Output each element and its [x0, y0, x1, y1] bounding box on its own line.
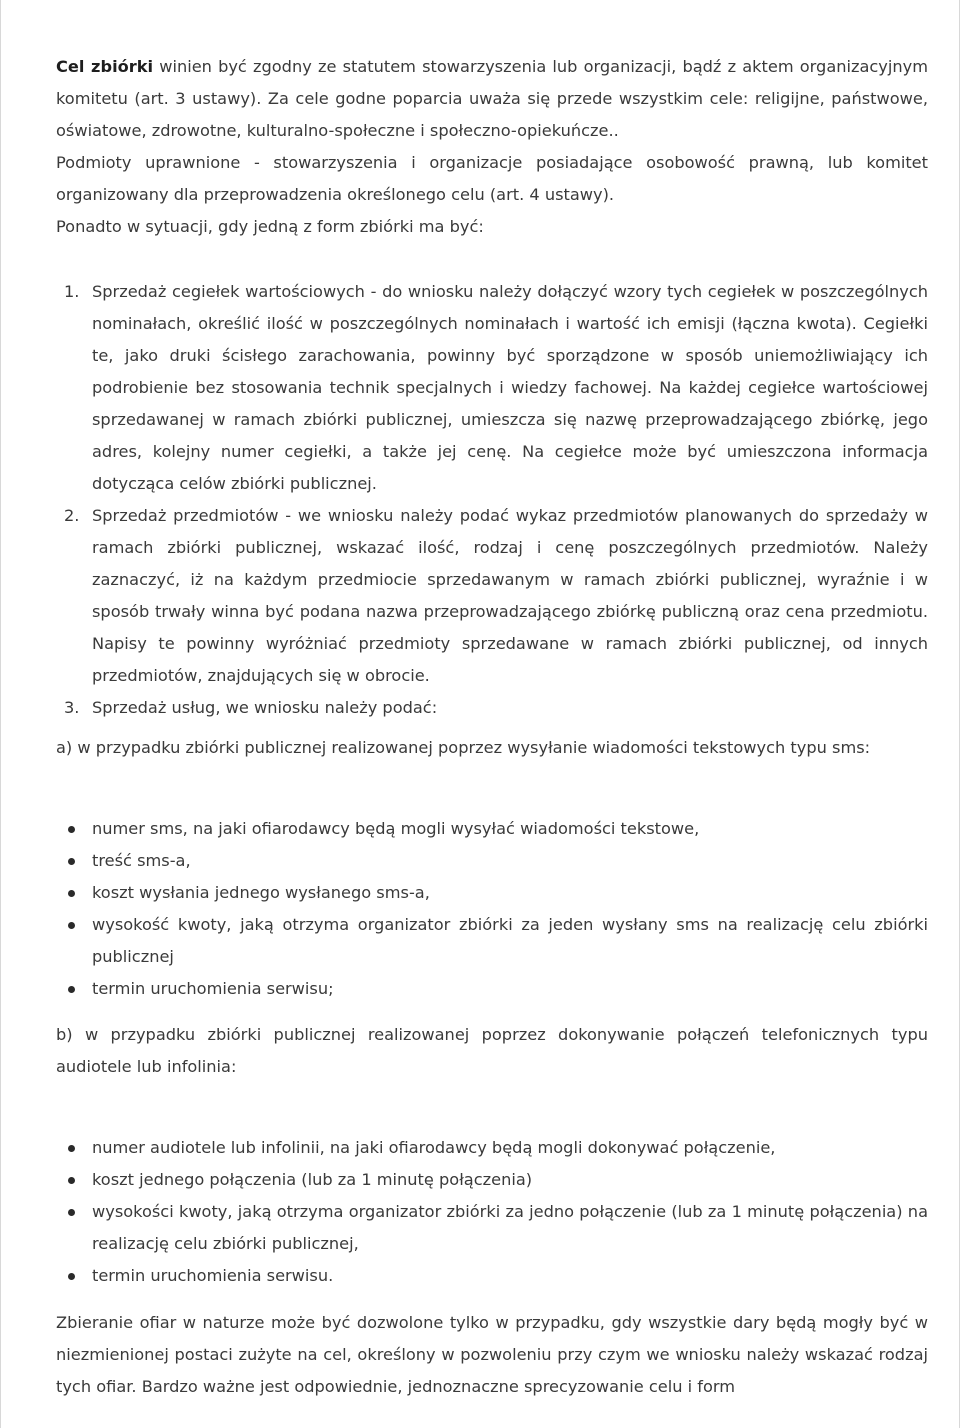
sms-bullet-list — [56, 813, 928, 1005]
intro-text: winien być zgodny ze statutem stowarzyszenia lub organizacji, bądź z aktem organizacyjnym komitetu (art. 3 ustawy). Za cele godne poparcia uważa się przede wszystkim cele: religijne, państwowe, oświatowe, zdrowotne, kulturalno-społeczne i społeczno-opiekuńcze.. — [56, 57, 928, 140]
ordered-list — [56, 276, 928, 724]
list-item-text: termin uruchomienia serwisu; — [92, 979, 334, 998]
intro-bold-lead: Cel zbiórki — [56, 57, 154, 76]
list-item-number: 1. — [64, 282, 80, 301]
list-item-text: koszt jednego połączenia (lub za 1 minutę połączenia) — [92, 1170, 533, 1189]
list-item-text: Sprzedaż przedmiotów - we wniosku należy podać wykaz przedmiotów planowanych do sprzedaży w ramach zbiórki publicznej, wskazać ilość, rodzaj i cenę poszczególnych przedmiotów. Należy zaznaczyć, iż na każdym przedmiocie sprzedawanym w ramach zbiórki publicznej, wyraźnie i w sposób trwały winna być podana nazwa przeprowadzającego zbiórkę publiczną oraz cena przedmiotu. Napisy te powinny wyróżniać przedmioty sprzedawane w ramach zbiórki publicznej, od innych przedmiotów, znajdujących się w obrocie. — [92, 506, 928, 685]
list-item — [56, 909, 928, 973]
list-item-text: koszt wysłania jednego wysłanego sms-a, — [92, 883, 430, 902]
list-item — [56, 1132, 928, 1164]
list-item-text: wysokości kwoty, jaką otrzyma organizator zbiórki za jedno połączenie (lub za 1 minutę połączenia) na realizację celu zbiórki publicznej, — [92, 1202, 928, 1253]
list-item — [56, 1260, 928, 1292]
intro-paragraph — [56, 51, 928, 147]
bullet-icon — [68, 826, 75, 833]
bullet-icon — [68, 1177, 75, 1184]
list-item — [56, 813, 928, 845]
bullet-icon — [68, 890, 75, 897]
list-item — [56, 276, 928, 500]
bullet-icon — [68, 922, 75, 929]
bullet-icon — [68, 1145, 75, 1152]
list-item — [56, 1164, 928, 1196]
audiotele-section-heading: b) w przypadku zbiórki publicznej realizowanej poprzez dokonywanie połączeń telefonicznych typu audiotele lub infolinia: — [56, 1025, 928, 1076]
list-item-text: Sprzedaż cegiełek wartościowych - do wniosku należy dołączyć wzory tych cegiełek w poszczególnych nominałach, określić ilość w poszczególnych nominałach i wartość ich emisji (łączna kwota). Cegiełki te, jako druki ścisłego zarachowania, powinny być sporządzone w sposób uniemożliwiający ich podrobienie bez stosowania technik specjalnych i wiedzy fachowej. Na każdej cegiełce wartościowej sprzedawanej w ramach zbiórki publicznej, umieszcza się nazwę przeprowadzającego zbiórkę, jego adres, kolejny numer cegiełki, a także jej cenę. Na cegiełce może być umieszczona informacja dotycząca celów zbiórki publicznej. — [92, 282, 928, 493]
list-item — [56, 692, 928, 724]
closing-paragraph: Zbieranie ofiar w naturze może być dozwolone tylko w przypadku, gdy wszystkie dary będą mogły być w niezmienionej postaci zużyte na cel, określony w pozwoleniu przy czym we wniosku należy wskazać rodzaj tych ofiar. Bardzo ważne jest odpowiednie, jednoznaczne sprecyzowanie celu i form — [56, 1313, 928, 1396]
entitled-entities-paragraph: Podmioty uprawnione - stowarzyszenia i organizacje posiadające osobowość prawną, lub komitet organizowany dla przeprowadzenia określonego celu (art. 4 ustawy). — [56, 153, 928, 204]
list-item-text: wysokość kwoty, jaką otrzyma organizator zbiórki za jeden wysłany sms na realizację celu zbiórki publicznej — [92, 915, 928, 966]
list-item-text: treść sms-a, — [92, 851, 191, 870]
forms-intro-paragraph: Ponadto w sytuacji, gdy jedną z form zbiórki ma być: — [56, 217, 484, 236]
list-item — [56, 973, 928, 1005]
audiotele-bullet-list — [56, 1132, 928, 1292]
bullet-icon — [68, 858, 75, 865]
list-item-text: Sprzedaż usług, we wniosku należy podać: — [92, 698, 438, 717]
list-item — [56, 845, 928, 877]
bullet-icon — [68, 986, 75, 993]
list-item — [56, 500, 928, 692]
sms-section-heading: a) w przypadku zbiórki publicznej realizowanej poprzez wysyłanie wiadomości tekstowych typu sms: — [56, 738, 871, 757]
document-body — [56, 51, 928, 1403]
bullet-icon — [68, 1209, 75, 1216]
bullet-icon — [68, 1273, 75, 1280]
list-item — [56, 1196, 928, 1260]
list-item-text: numer sms, na jaki ofiarodawcy będą mogli wysyłać wiadomości tekstowe, — [92, 819, 700, 838]
list-item-number: 3. — [64, 698, 80, 717]
list-item-text: numer audiotele lub infolinii, na jaki ofiarodawcy będą mogli dokonywać połączenie, — [92, 1138, 776, 1157]
list-item — [56, 877, 928, 909]
list-item-number: 2. — [64, 506, 80, 525]
list-item-text: termin uruchomienia serwisu. — [92, 1266, 334, 1285]
